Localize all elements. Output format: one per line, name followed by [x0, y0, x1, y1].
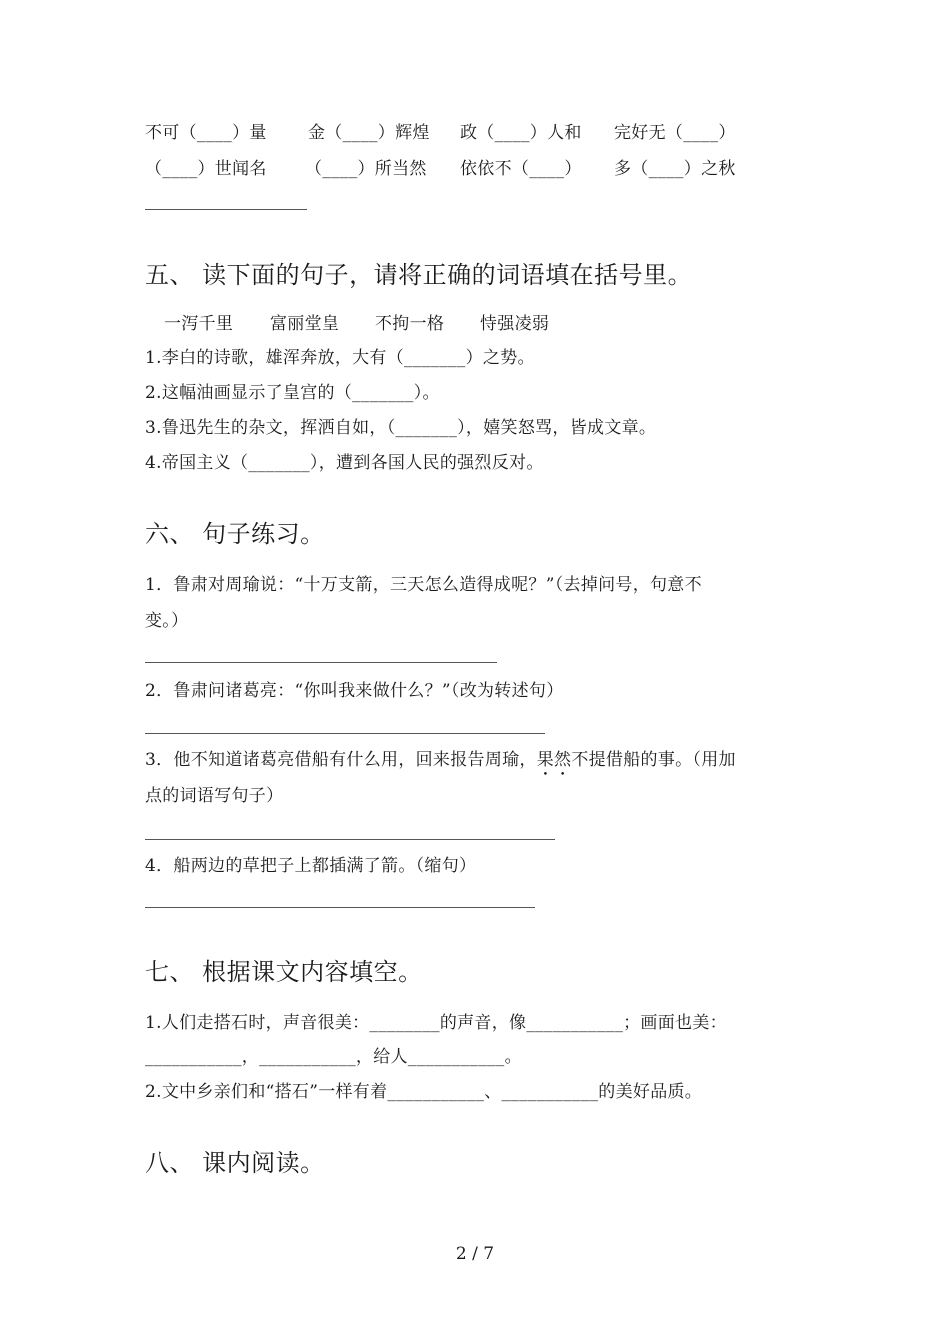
idiom-8: 多（____）之秋 [614, 159, 736, 179]
s6-q1-line2: 变。） [145, 611, 189, 631]
word-bank-2: 富丽堂皇 [270, 314, 340, 334]
s6-q3-answer-line[interactable] [145, 839, 555, 840]
idiom-2: 金（____）辉煌 [308, 123, 430, 143]
s5-item-3: 3.鲁迅先生的杂文，挥洒自如，（_______），嬉笑怒骂，皆成文章。 [145, 418, 657, 438]
idiom-7: 依依不（____） [460, 159, 582, 179]
section-7-heading: 七、 根据课文内容填空。 [145, 958, 423, 986]
idiom-3: 政（____）人和 [460, 123, 582, 143]
s6-q2: 2．鲁肃问诸葛亮：“你叫我来做什么？”（改为转述句） [145, 681, 564, 701]
s7-line1: 1.人们走搭石时，声音很美：________的声音，像___________；画面也美： [145, 1013, 727, 1033]
section-8-heading: 八、 课内阅读。 [145, 1149, 325, 1177]
s6-q4-answer-line[interactable] [145, 907, 535, 908]
page-number: 2 / 7 [455, 1244, 495, 1264]
section-6-heading: 六、 句子练习。 [145, 520, 325, 548]
s6-q4: 4．船两边的草把子上都插满了箭。（缩句） [145, 856, 477, 876]
s5-item-4: 4.帝国主义（_______），遭到各国人民的强烈反对。 [145, 453, 544, 473]
idiom-4: 完好无（____） [614, 123, 736, 143]
answer-line[interactable] [145, 209, 307, 210]
s6-q1-answer-line[interactable] [145, 662, 497, 663]
s6-q1-line1: 1．鲁肃对周瑜说：“十万支箭，三天怎么造得成呢？”（去掉问号，句意不 [145, 575, 702, 595]
s6-q2-answer-line[interactable] [145, 733, 545, 734]
idiom-6: （____）所当然 [305, 159, 427, 179]
idiom-1: 不可（____）量 [145, 123, 267, 143]
s5-item-2: 2.这幅油画显示了皇宫的（_______）。 [145, 383, 440, 403]
word-bank-3: 不拘一格 [375, 314, 445, 334]
s6-q3-part1: 3．他不知道诸葛亮借船有什么用，回来报告周瑜， [145, 750, 537, 770]
word-bank-1: 一泻千里 [164, 314, 234, 334]
s6-q3-emphasis: 果然 [536, 750, 572, 770]
s6-q3-part2: 不提借船的事。（用加 [571, 750, 736, 770]
idiom-5: （____）世闻名 [145, 159, 267, 179]
s6-q3-line1 [145, 749, 736, 780]
s5-item-1: 1.李白的诗歌，雄浑奔放，大有（_______）之势。 [145, 348, 535, 368]
s6-q3-line2: 点的词语写句子） [145, 786, 284, 806]
section-5-heading: 五、 读下面的句子，请将正确的词语填在括号里。 [145, 261, 693, 289]
word-bank-4: 恃强凌弱 [480, 314, 550, 334]
s7-line3: 2.文中乡亲们和“搭石”一样有着___________、___________的美好品质。 [145, 1082, 703, 1102]
s7-line2: ___________，___________，给人___________。 [145, 1047, 522, 1067]
